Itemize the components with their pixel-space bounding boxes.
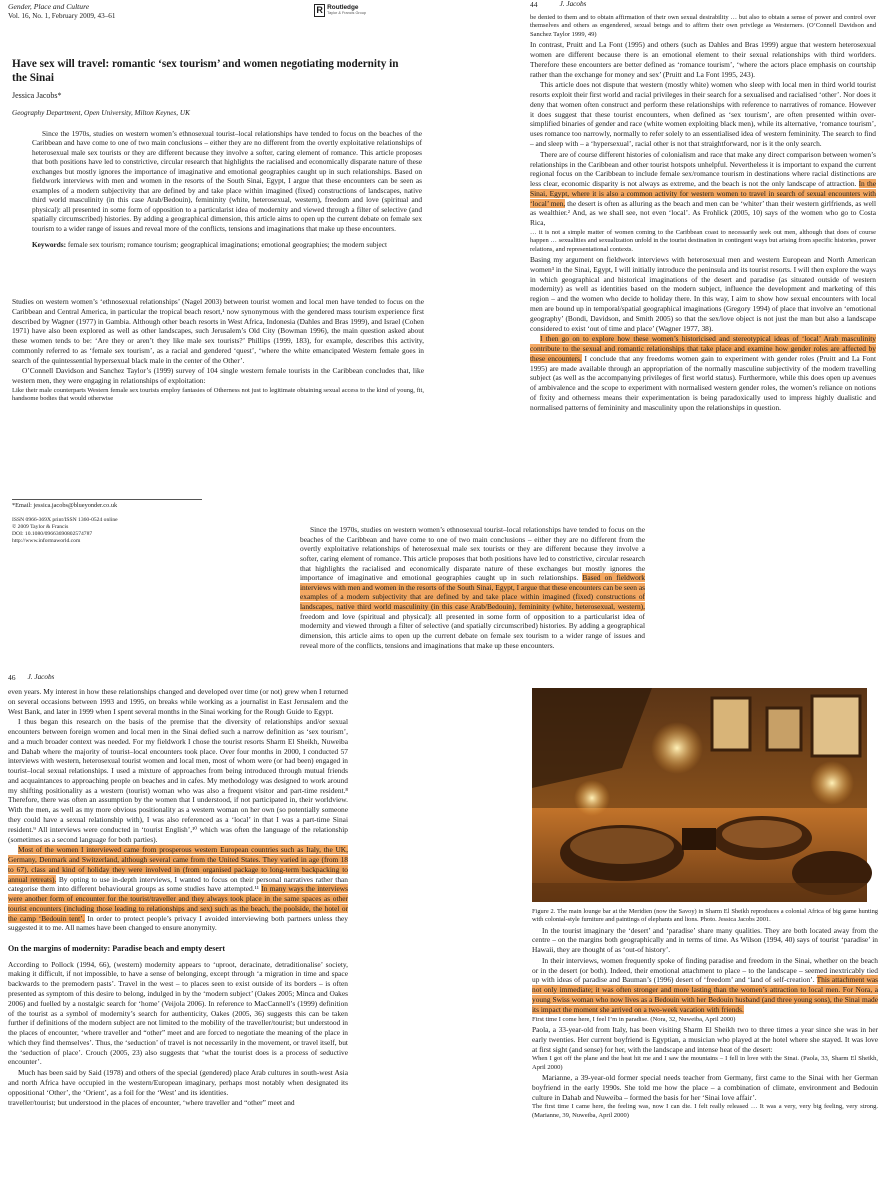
body-paragraph: Marianne, a 39-year-old former special needs teacher from Germany, first came to the Sinai with her German boyfriend in the early 1990s. She told me how the place – a combination of climate, environment and Bedouin culture in Dahab and Nuweiba – formed the basis for her ‘Sinai love affair’. [532, 1073, 878, 1102]
article-title: Have sex will travel: romantic ‘sex tourism’ and women negotiating modernity in the Sinai [12, 58, 399, 85]
section-heading: On the margins of modernity: Paradise beach and empty desert [8, 944, 226, 954]
body-paragraph: I thus began this research on the basis of the premise that the diversity of relationships and/or sexual encounters between foreign women and local men in the Sinai defied such a narrow definition as ‘sex tourism’, and a much broader context was needed. For my fieldwork I chose the tourist resorts Sharm El Sheikh, Nuweiba and Dahab where the majority of tourist–local encounters took place. Over four months in 2000, I conducted 57 interviews with western, heterosexual tourist women and local men, most of whom were (or had been) engaged in tourist–local sexual relationships. I used a mixture of approaches from being introduced through mutual friends and acquaintances to approaching people on beaches and in cafes. My methodology was designed to work around my shifting positionality as a western (tourist) woman who was also a frequent visitor and part-time resident.⁸ Therefore, there was often an assumption by the women that I understood, if not participated in, their worldview. With the men, as well as my more obvious positionality as a western woman on her own (so potentially someone they could have a sexual relationship with), I was also referenced as a ‘local’ in that I was a part-time Sinai resident.⁹ All interviews were conducted in ‘tourist English’,¹⁰ which was often the language of the relationship (sometimes as a second language for both parties). [8, 717, 348, 844]
page-46 [8, 673, 348, 1200]
journal-title: Gender, Place and Culture [8, 2, 90, 11]
abstract-excerpt [300, 525, 645, 657]
block-quote: First time I come here, I feel I’m in paradise. (Nora, 32, Nuweiba, April 2000) [532, 1015, 736, 1023]
body-paragraph: Basing my argument on fieldwork interviews with heterosexual men and western European and North American women³ in the Sinai, Egypt, I will initially introduce the peninsula and its tourist resorts. I will then explore the ways in which geographical and historical imaginations of the desert and paradise (as situated outside of western modernity) as well as identities based on the modern subject, influence the development and marketing of this region – and the women who decide to holiday there. In this way, I aim to show how sexual encounters with local men are bound up in temporal/spatial geographical imaginations (Gregory 1994) of place that involve an ‘emotional geography’ (Bondi, Davidson, and Smith 2005) so that the sex/love object is not just the man but also a landscape considered to exist ‘out of time and place’ (Wagner 1977, 38). [530, 255, 876, 333]
body-paragraph: This article does not dispute that western (mostly white) women who sleep with local men in third world tourist resorts exploit their first world and racial privileges in their search for a sexualised and racialised ‘other’. Nor does it deny that women often construct and perform these relationships with reference to narratives of romance. However it does suggest that these tourist encounters, when defined as ‘sex tourism’, are often presented within over-simplified binaries of gender and race (white women exploiting black men), while its alternative, ‘romance tourism’, uses romance too narrowly, normally to refer solely to an essentialised idea of western femininity. The search to find – and sleep with – a ‘hypersexual’, racial other is not that straightforward, nor is it the only search. [530, 80, 876, 148]
body-paragraph: In contrast, Pruitt and La Font (1995) and others (such as Dahles and Bras 1999) argue that western heterosexual women are different because there is an emotional element to their sexual relationships with third worlders. Therefore these encounters are better defined as ‘romance tourism’, ‘where the actors place emphasis on courtship rather than the exchange for money and sex’ (Pruitt and La Font 1995, 243). [530, 40, 876, 79]
running-head: J. Jacobs [559, 0, 587, 8]
routledge-icon: R [314, 4, 325, 17]
body-paragraph: In the tourist imaginary the ‘desert’ and ‘paradise’ share many qualities. They are both located away from the centre – on the margins both geographically and in terms of time. As Wilson (1994, 40) says of tourist ‘paradise’ in Hawaii, they are thought of as ‘out-of history’. [532, 925, 878, 955]
highlight: In many ways the interviews were another form of encounter for the tourist/traveller and they always took place in the same spaces as other tourist encounters (including those leading to relationships and sex) such as the beach, the poolside, the hotel or the camp ‘Bedouin tent’. [8, 884, 348, 923]
journal-volume: Vol. 16, No. 1, February 2009, 43–61 [8, 11, 116, 20]
page-figure [532, 688, 878, 1200]
abstract [32, 129, 422, 233]
abstract-text: Since the 1970s, studies on western women’s ethnosexual tourist–local relationships have tended to focus on the beaches of the Caribbean and have come to one of two main conclusions – either they are no different from the overtly exploitative relationships of heterosexual male sex tourists or they are different because they involve a softer, caring element of romance. This article proposes that both positions have led to constrictive, circular research that highlights the racialised and economically disparate nature of these exchanges but mostly ignores the importance of imaginative and emotional geographies caught up in such relationships. Based on fieldwork interviews with men and women in the resorts of the South Sinai, Egypt, I argue that these encounters can be seen as examples of a modern subjectivity that are defined by and take place within imagined (fixed) constructions of landscapes, native third world masculinity (in this case Arab/Bedouin), femininity (white, heterosexual, western), freedom and love (spiritual and physical): all presented in some form of opposition to a particularist idea of modernity and viewed through a filter of selective (and spatially circumscribed) histories. By adding a geographical dimension, this article aims to open up the current debate on female sex tourism to a wider range of issues and reveal more of the conflicts, tensions and imaginations that make up these encounters. [32, 129, 422, 233]
body-paragraph: I then go on to explore how these women’s historicised and stereotypical ideas of ‘local’ Arab masculinity contribute to the sexual and romantic relationships that take place and examine how gender roles are affected by these encounters. I conclude that any freedoms women gain to experiment with gender roles (Pruitt and La Font 1995) are made available through an appropriation of the normally masculine subjectivity of the modern travelling subject (as well as the accompanying privileges of first world status). Furthermore, while this does open up avenues of ambivalence and the scope to experiment with normalised western gender roles, the women’s reliance on notions of fixity and otherness means their experimentation is being paradoxically used to impress highly dualistic and normalised patterns of femininity and masculinity upon the relationships in question. [530, 334, 876, 412]
body-paragraph: Most of the women I interviewed came from prosperous western European countries such as Italy, the UK, Germany, Denmark and Switzerland, although several came from the United States. They varied in age (from 18 to 67), class and kind of holiday they were involved in (from organised package to long-term backpacking to annual retreats). By opting to use in-depth interviews, I wanted to focus on their personal narratives rather than categorise them into different behavioural groups as some studies have attempted.¹¹ In many ways the interviews were another form of encounter for the tourist/traveller and they always took place in the same spaces as other tourist encounters (including those leading to relationships and sex) such as the beach, the poolside, the hotel or the camp ‘Bedouin tent’. In order to protect people’s privacy I avoided interviewing both partners unless they suggested it to me. All names have been changed to ensure anonymity. [8, 845, 348, 933]
highlight: Based on fieldwork interviews with men and women in the resorts of the South Sinai, Egypt, I argue that these encounters can be seen as examples of a modern subjectivity that are defined by and take place within imagined (fixed) constructions of landscapes, native third world masculinity (in this case Arab/Bedouin), femininity (white, heterosexual, western), [300, 573, 645, 611]
figure-caption: Figure 2. The main lounge bar at the Meridien (now the Savoy) in Sharm El Sheikh reproduces a colonial Africa of big game hunting with colonial-style furniture and paintings of elephants and lions. Photo. Jessica Jacobs 2001. [532, 908, 878, 924]
page-header [8, 673, 348, 683]
author-affiliation: Geography Department, Open University, Milton Keynes, UK [12, 109, 190, 117]
publisher-sub: Taylor & Francis Group [327, 10, 366, 15]
highlight: I then go on to explore how these women’s historicised and stereotypical ideas of ‘local’ Arab masculinity contribute to the sexual and romantic relationships that take place and examine how gender roles are affected by these encounters. [530, 334, 876, 363]
keywords [32, 240, 422, 249]
publisher-logo [314, 4, 366, 17]
block-quote: The first time I came here, the feeling was, now I can die. I felt really released … It was a very, very big feeling, very strong. (Marianne, 39, Nuweiba, April 2000) [532, 1103, 878, 1119]
block-quote: be denied to them and to obtain affirmation of their own sexual desirability … but also to obtain a sense of power and control over themselves and others as engendered, sexual beings and to affirm their own privilege as Westerners. (O’Connell Davidson and Sanchez Taylor 1999, 49) [530, 14, 876, 38]
block-quote: … it is not a simple matter of women coming to the Caribbean coast to necessarily seek out men, although that does of course happen … sexualities and sexualization unfold in the tourist destination in contingent ways but arising from specific histories, power relations, and representational contexts. [530, 228, 876, 253]
publisher-url: http://www.informaworld.com [12, 537, 81, 544]
body-paragraph: According to Pollock (1994, 66), (western) modernity appears to ‘uproot, deracinate, detraditionalise’ society, making it difficult, if not impossible, to have a sense of belonging, except through ‘a migration in time and space backwards to the premodern pasts’. Travel in the west – to places seen to exist outside of its borders – is often presented as symptom of this desire to belong, indulged in by the ‘modern subject’ (Oakes 2005; Minca and Oakes 2006) and fuelled by a nostalgic search for ‘home’ (Veijola 2006). In reference to MacCannell’s (1999) definition of the tourist as a symbol of modernity’s search for authenticity, Oakes (2005, 36) suggests this can be taken further if definitions of the modern subject are not limited to the mobility of the traveller/tourist; but understood in the places of encounter, ‘where traveller and “other” meet and are forced to negotiate the meaning of the place in which they find themselves’. Thus, the ‘seduction’ of travel is not necessarily in the movement, or travel itself, but the ‘seduction of place’. Crouch (2005, 23) also suggests that ‘what the tourist does is a process of seductive encounter’. [8, 959, 348, 1067]
doi: DOI: 10.1080/09663690802574787 [12, 530, 93, 537]
page-number: 44 [530, 0, 538, 9]
copyright: © 2009 Taylor & Francis [12, 523, 69, 530]
body-paragraph: traveller/tourist; but understood in the places of encounter, ‘where traveller and “other” meet and [8, 1098, 295, 1108]
highlight: Most of the women I interviewed came from prosperous western European countries such as Italy, the UK, Germany, Denmark and Switzerland, although several came from the United States. They varied in age (from 18 to 67), class and kind of holiday they were involved in (from organised package to long-term backpacking to annual retreats). [8, 845, 348, 884]
body-paragraph: In their interviews, women frequently spoke of finding paradise and freedom in the Sinai, whether on the beach or in the desert (or both). Indeed, their emotional attachment to place – to the landscape – seemed inextricably tied up with ideas of paradise and Bauman’s (1996) desert of ‘freedom’ and ‘land of self-creation’. This attachment was not only immediate; it was often stronger and more lasting than the women’s attraction to local men. For Nora, a young Swiss woman who now lives as a Bedouin with her Bedouin husband (and three young sons), the Sinai made its impact the moment she arrived on a two-week vacation with friends. [532, 955, 878, 1014]
page-44 [530, 0, 876, 523]
publication-info [12, 517, 118, 545]
body-paragraph: Paola, a 33-year-old from Italy, has been visiting Sharm El Sheikh two to three times a year since she was in her early twenties. Her current boyfriend is Egyptian, a musician who played at the hotel where she stayed. It was love at first sight (and sense) for her, with the landscape and intense heat of the desert: [532, 1024, 878, 1054]
issn: ISSN 0966-369X print/ISSN 1360-0524 online [12, 517, 118, 523]
footnote-email: *Email: jessica.jacobs@blueyonder.co.uk [12, 499, 202, 510]
page-article-first [8, 2, 426, 544]
article-author: Jessica Jacobs* [12, 91, 62, 100]
article-body [12, 297, 424, 405]
body-paragraph: O’Connell Davidson and Sanchez Taylor’s (1999) survey of 104 single western female tourists in the Caribbean concludes that, like western men, they were engaging in relationships of exploitation: [12, 366, 424, 386]
publisher-name: Routledge [327, 4, 359, 12]
body-paragraph: Studies on western women’s ‘ethnosexual relationships’ (Nagel 2003) between tourist women and local men have tended to focus on the Caribbean and Central America, in particular the tropical beach resort,¹ now synonymous with the gendered mass tourism experience first described by Wagner (1977) in Gambia. Although other beach resorts in West Africa, Indonesia (Dahles and Bras 1999), and Israel (Cohen 1971) have also been explored as well as other landscapes, such Jerusalem’s Old City (Bowman 1996), the main question asked about these women tends to be: ‘Are they or aren’t they like male sex tourists?’ Phillips (1999, 183), for example, describes this activity, commonly referred to as ‘female sex tourism’, as a racial and gendered ‘quest’, ‘where the white emancipated Western female goes in search of the quintessential hypersexual black male in the center of the Other’. [12, 297, 424, 365]
block-quote: Like their male counterparts Western female sex tourists employ fantasies of Otherness not just to legitimate obtaining sexual access to the kind of young, fit, handsome bodies that would otherwise [12, 386, 424, 403]
figure-photo-lounge-bar [532, 688, 867, 902]
keywords-text: female sex tourism; romance tourism; geographical imaginations; emotional geographies; the modern subject [66, 240, 388, 249]
running-head: J. Jacobs [27, 673, 55, 681]
page-header [530, 0, 876, 10]
block-quote: When I got off the plane and the heat hit me and I saw the mountains – I fell in love with the Sinai. (Paola, 33, Sharm El Sheikh, April 2000) [532, 1055, 878, 1071]
page-number: 46 [8, 673, 16, 682]
body-paragraph: Much has been said by Said (1978) and others of the special (gendered) place Arab cultures in south-west Asia and north Africa have occupied in the western/European imaginary, perhaps most notably when designated its oppositional ‘Other’, the ‘Orient’, as a foil for the ‘West’ and its identities. [8, 1068, 348, 1097]
highlight: This attachment was not only immediate; it was often stronger and more lasting than the women’s attraction to local men. For Nora, a young Swiss woman who now lives as a Bedouin with her Bedouin husband (and three young sons), the Sinai made its impact the moment she arrived on a two-week vacation with friends. [532, 975, 878, 1014]
highlight: In the Sinai, Egypt, where it is also a common activity for western women to travel in search of sexual encounters with ‘local’ men, [530, 179, 876, 208]
keywords-label: Keywords: [32, 240, 67, 249]
body-paragraph: There are of course different histories of colonialism and race that make any direct comparison between women’s relationships in the Caribbean and other tourist hotspots unhelpful. Nevertheless it is important to expand the current regional focus on the Caribbean to include female sex/romance tourism in destinations where racial distinctions are less clear, economic disparity is not always as extreme, and the beach is not the only landscape of attraction. In the Sinai, Egypt, where it is also a common activity for western women to travel in search of sexual encounters with ‘local’ men, the desert is often as alluring as the beach and men can be ‘whiter’ than their western girlfriends, as well as wealthier.² And, as we shall see, not even ‘local’. As Frohlick (2005, 10) says of the women who go to Costa Rica, [530, 149, 876, 228]
body-paragraph: even years. My interest in how these relationships changed and developed over time (or not) grew when I returned on several occasions between 1993 and 1995, on breaks while working as a journalist in East Jerusalem and the West Bank, and later in 1999 when I spent several months in the Sinai working for the Rough Guide to Egypt. [8, 687, 348, 716]
excerpt-paragraph: Since the 1970s, studies on western women’s ethnosexual tourist–local relationships have tended to focus on the beaches of the Caribbean and have come to one of two main conclusions – either they are no different from the overtly exploitative relationships of heterosexual male sex tourists or they are different because they involve a softer, caring element of romance. This article proposes that both positions have led to constrictive, circular research that highlights the racialised and economically disparate nature of these exchanges but mostly ignores the importance of imaginative and emotional geographies caught up in such relationships. Based on fieldwork interviews with men and women in the resorts of the South Sinai, Egypt, I argue that these encounters can be seen as examples of a modern subjectivity that are defined by and take place within imagined (fixed) constructions of landscapes, native third world masculinity (in this case Arab/Bedouin), femininity (white, heterosexual, western), freedom and love (spiritual and physical): all presented in some form of opposition to a particularist idea of modernity and viewed through a filter of selective (and spatially circumscribed) histories. By adding a geographical dimension, this article aims to open up the current debate on female sex tourism to a wider range of issues and reveal more of the conflicts, tensions and imaginations that make up these encounters. [300, 525, 645, 650]
